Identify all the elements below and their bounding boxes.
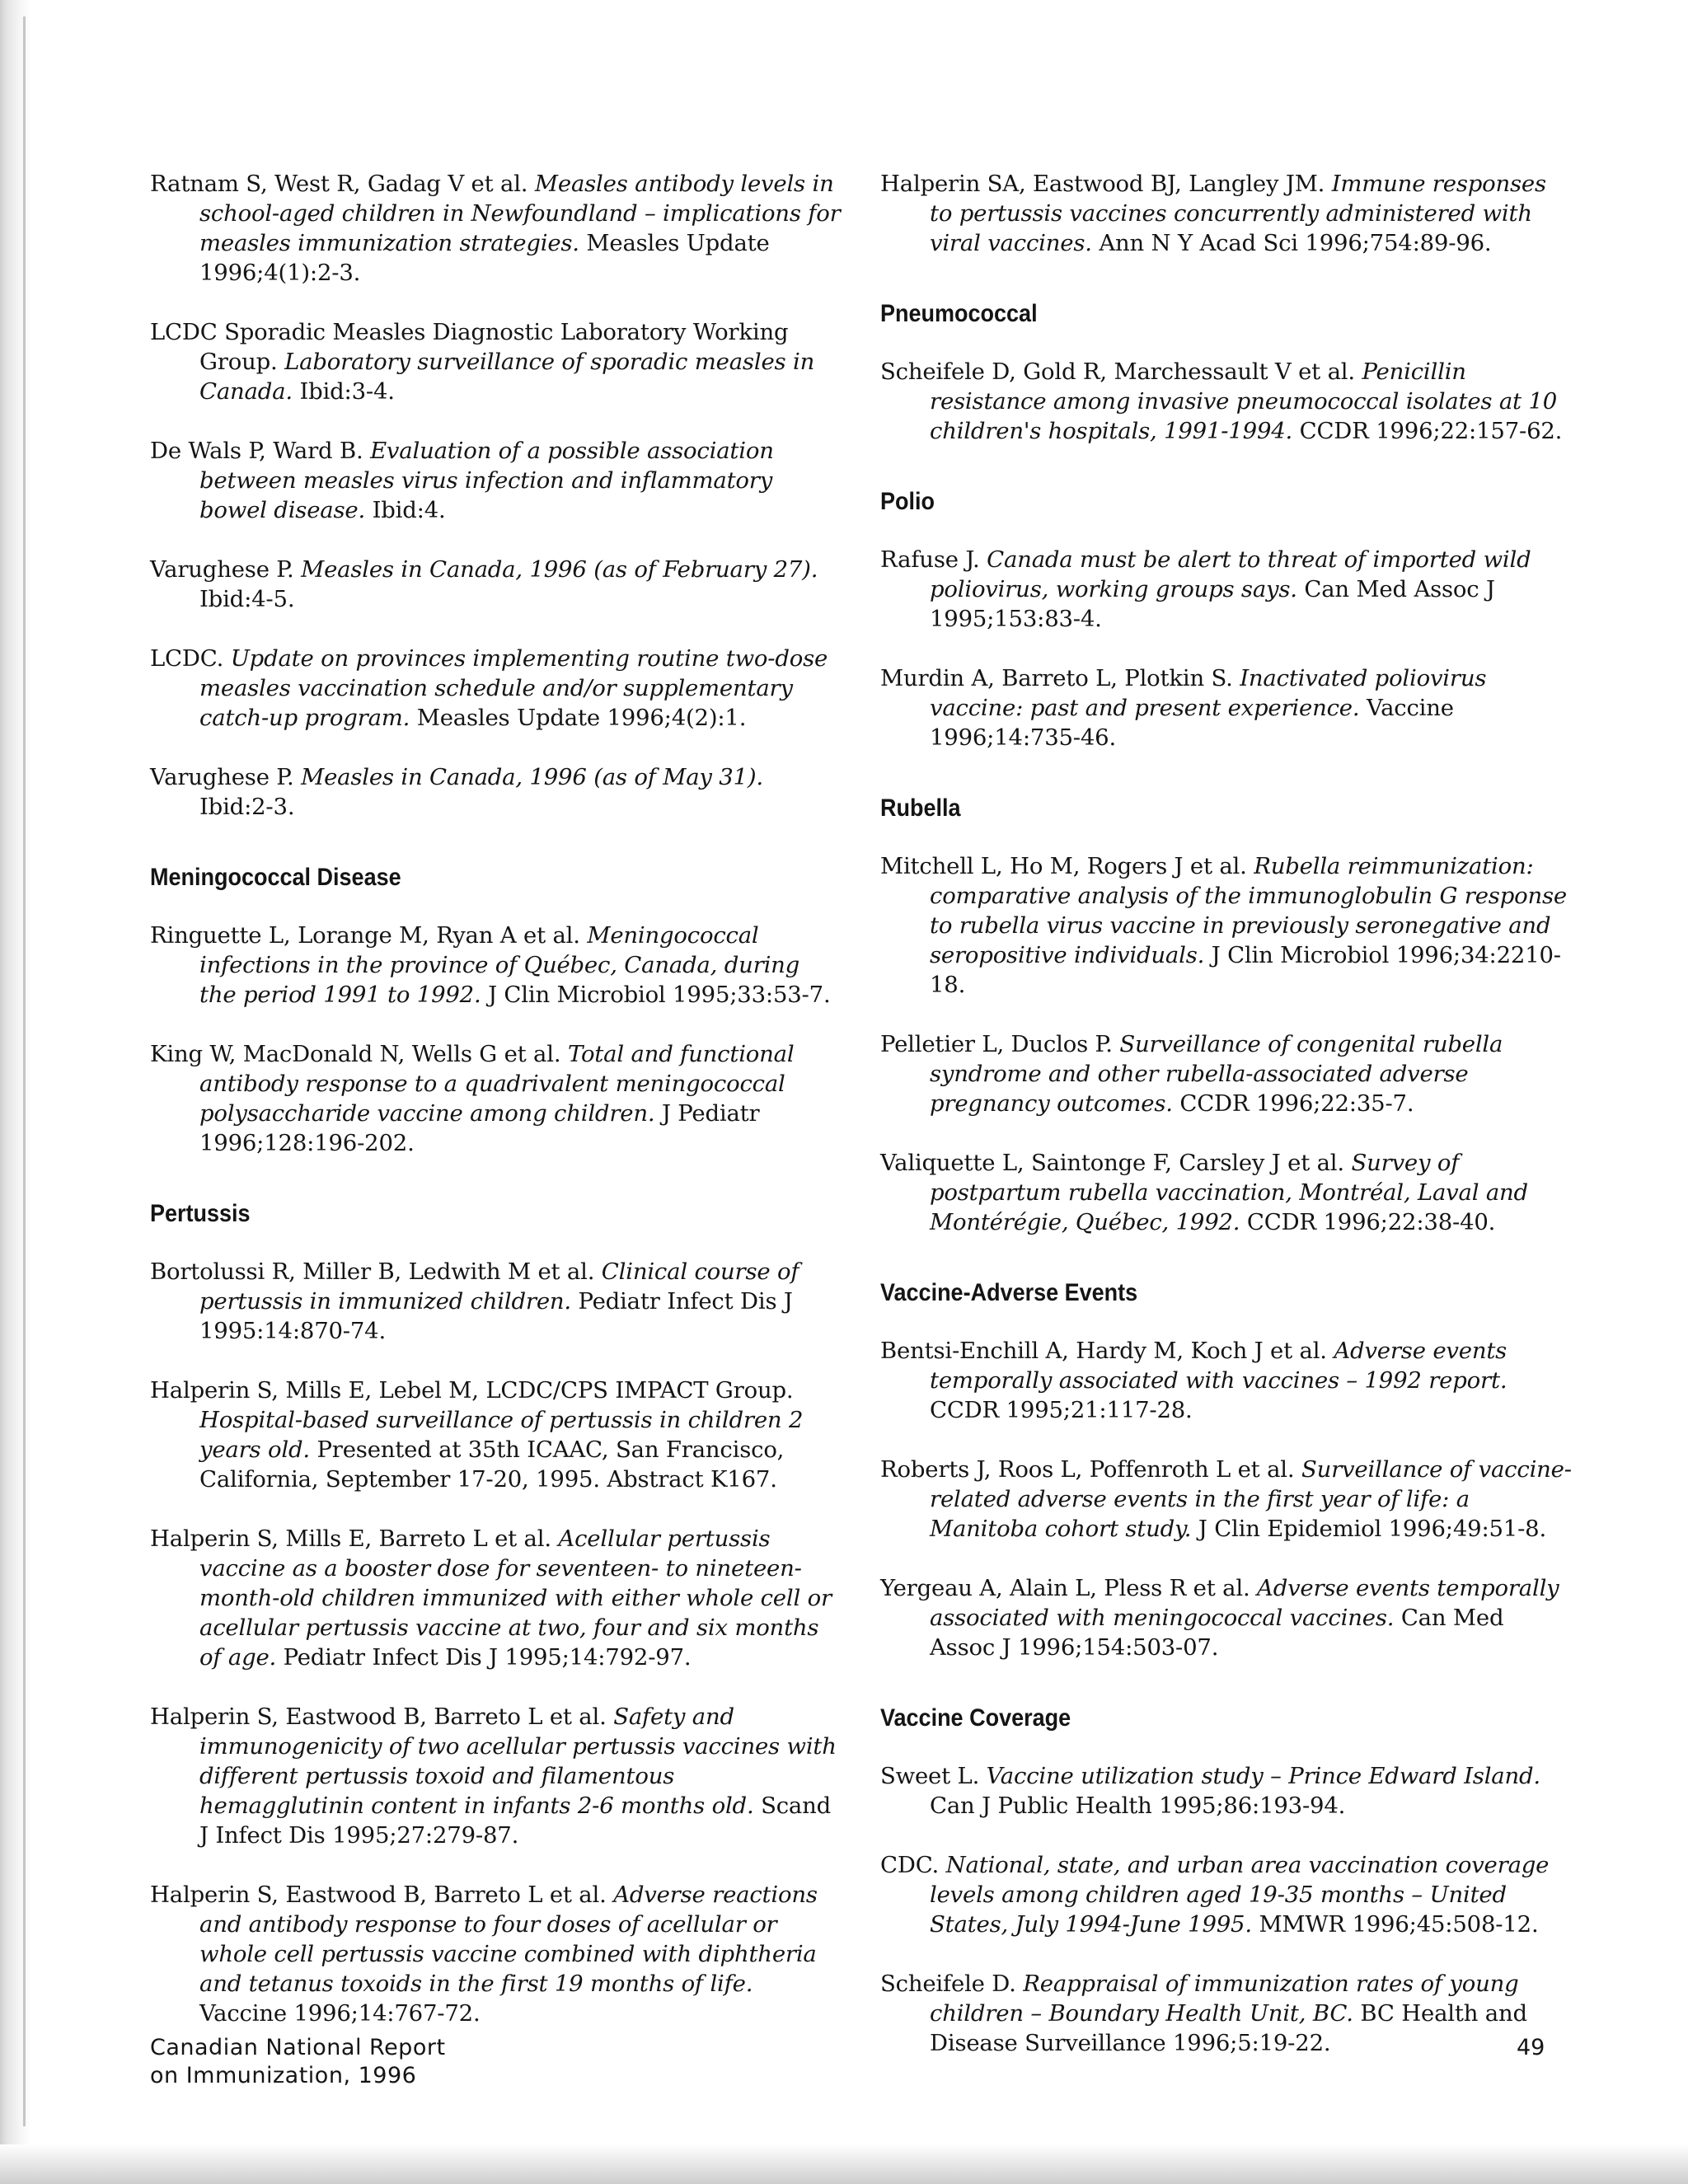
reference-source: J Clin Microbiol 1996;34:2210-18. <box>930 942 1561 998</box>
reference-authors: Yergeau A, Alain L, Pless R et al. <box>880 1575 1250 1601</box>
section-heading-pertussis: Pertussis <box>150 1200 251 1227</box>
reference-authors: LCDC. <box>150 645 224 672</box>
reference-authors: CDC. <box>880 1852 940 1878</box>
reference-entry <box>880 169 1573 258</box>
reference-entry <box>880 545 1573 634</box>
section-heading-pneumococcal: Pneumococcal <box>880 300 1038 327</box>
reference-authors: Ringuette L, Lorange M, Ryan A et al. <box>150 922 580 949</box>
reference-title: National, state, and urban area vaccination coverage levels among children aged 19-35 months – United States, July 1994-June 1995. <box>930 1852 1550 1938</box>
section-heading-polio: Polio <box>880 488 935 515</box>
reference-authors: Scheifele D. <box>880 1971 1016 1997</box>
reference-entry <box>880 851 1573 1000</box>
footer-report-title <box>150 2034 446 2090</box>
reference-source: Can Med Assoc J 1995;153:83-4. <box>930 576 1495 632</box>
reference-source: CCDR 1996;22:157-62. <box>1299 418 1563 444</box>
reference-group <box>880 545 1573 752</box>
section-heading-vaccine-adverse-events: Vaccine-Adverse Events <box>880 1279 1138 1306</box>
reference-entry <box>150 1524 842 1672</box>
reference-authors: Varughese P. <box>150 556 294 583</box>
section-heading-meningococcal: Meningococcal Disease <box>150 864 401 891</box>
reference-source: Ann N Y Acad Sci 1996;754:89-96. <box>1099 230 1492 256</box>
reference-authors: Scheifele D, Gold R, Marchessault V et al. <box>880 359 1355 385</box>
reference-source: Ibid:3-4. <box>299 378 395 405</box>
reference-entry <box>880 1029 1573 1118</box>
reference-entry <box>880 1850 1573 1939</box>
reference-source: Measles Update 1996;4(1):2-3. <box>199 230 770 286</box>
reference-group <box>880 851 1573 1237</box>
reference-source: Measles Update 1996;4(2):1. <box>416 705 747 731</box>
page-number: 49 <box>1517 2035 1545 2060</box>
reference-authors: Roberts J, Roos L, Poffenroth L et al. <box>880 1456 1295 1483</box>
reference-title: Surveillance of vaccine-related adverse events in the first year of life: a Manitoba cohort study. <box>930 1456 1572 1542</box>
reference-source: Ibid:4. <box>372 497 446 523</box>
footer-report-title-line-2: on Immunization, 1996 <box>150 2063 417 2088</box>
reference-entry <box>150 1257 842 1346</box>
reference-title: Canada must be alert to threat of imported wild poliovirus, working groups says. <box>930 546 1531 602</box>
reference-entry <box>150 921 842 1010</box>
reference-authors: Rafuse J. <box>880 546 980 573</box>
reference-authors: De Wals P, Ward B. <box>150 438 363 464</box>
reference-title: Meningococcal infections in the province of Québec, Canada, during the period 1991 to 1992. <box>199 922 800 1008</box>
reference-source: Presented at 35th ICAAC, San Francisco, California, September 17-20, 1995. Abstract K167. <box>199 1436 785 1493</box>
reference-entry <box>880 1455 1573 1544</box>
reference-source: Scand J Infect Dis 1995;27:279-87. <box>199 1793 832 1849</box>
reference-entry <box>150 1039 842 1158</box>
reference-group <box>880 1761 1573 2058</box>
reference-entry <box>150 644 842 733</box>
reference-source: CCDR 1995;21:117-28. <box>930 1397 1193 1423</box>
reference-title: Hospital-based surveillance of pertussis in children 2 years old. <box>199 1407 804 1463</box>
reference-title: Adverse events temporally associated with vaccines – 1992 report. <box>930 1338 1507 1394</box>
reference-title: Adverse reactions and antibody response to four doses of acellular or whole cell pertussis vaccine combined with diphtheria and tetanus toxoids in the first 19 months of life. <box>199 1882 818 1997</box>
reference-source: J Clin Microbiol 1995;33:53-7. <box>488 982 831 1008</box>
reference-authors: Bentsi-Enchill A, Hardy M, Koch J et al. <box>880 1338 1327 1364</box>
reference-title: Survey of postpartum rubella vaccination, Montréal, Laval and Montérégie, Québec, 1992. <box>930 1150 1528 1235</box>
reference-title: Measles antibody levels in school-aged children in Newfoundland – implications for measles immunization strategies. <box>199 171 841 256</box>
reference-authors: Valiquette L, Saintonge F, Carsley J et al. <box>880 1150 1344 1176</box>
reference-group <box>150 921 842 1158</box>
reference-authors: Murdin A, Barreto L, Plotkin S. <box>880 665 1233 691</box>
reference-entry <box>150 555 842 614</box>
reference-title: Surveillance of congenital rubella syndrome and other rubella-associated adverse pregnancy outcomes. <box>930 1031 1503 1117</box>
reference-entry <box>150 1376 842 1494</box>
reference-title: Measles in Canada, 1996 (as of February 27). <box>301 556 818 583</box>
reference-title: Inactivated poliovirus vaccine: past and present experience. <box>930 665 1487 721</box>
section-heading-rubella: Rubella <box>880 794 961 822</box>
footer-report-title-line-1: Canadian National Report <box>150 2035 446 2060</box>
section-heading-vaccine-coverage: Vaccine Coverage <box>880 1704 1071 1732</box>
reference-title: Immune responses to pertussis vaccines concurrently administered with viral vaccines. <box>930 171 1546 256</box>
reference-source: Ibid:2-3. <box>199 794 295 820</box>
reference-entry <box>880 1148 1573 1237</box>
reference-source: Can Med Assoc J 1996;154:503-07. <box>930 1605 1504 1661</box>
reference-authors: LCDC Sporadic Measles Diagnostic Laboratory Working Group. <box>150 319 789 375</box>
reference-authors: Bortolussi R, Miller B, Ledwith M et al. <box>150 1258 595 1285</box>
reference-source: Vaccine 1996;14:735-46. <box>930 695 1454 751</box>
reference-entry <box>880 1573 1573 1662</box>
reference-source: Vaccine 1996;14:767-72. <box>199 2000 481 2027</box>
reference-source: J Clin Epidemiol 1996;49:51-8. <box>1198 1516 1547 1542</box>
reference-source: CCDR 1996;22:38-40. <box>1246 1209 1496 1235</box>
reference-authors: King W, MacDonald N, Wells G et al. <box>150 1041 561 1067</box>
reference-authors: Mitchell L, Ho M, Rogers J et al. <box>880 853 1247 879</box>
reference-source: BC Health and Disease Surveillance 1996;5:19-22. <box>930 2000 1527 2056</box>
left-column <box>150 169 842 2058</box>
reference-authors: Sweet L. <box>880 1763 980 1789</box>
reference-title: Reappraisal of immunization rates of young children – Boundary Health Unit, BC. <box>930 1971 1519 2027</box>
reference-group <box>880 357 1573 446</box>
reference-title: Total and functional antibody response to a quadrivalent meningococcal polysaccharide vaccine among children. <box>199 1041 795 1127</box>
right-column <box>880 169 1573 2088</box>
reference-entry <box>150 762 842 822</box>
reference-entry <box>880 1969 1573 2058</box>
reference-title: Adverse events temporally associated with meningococcal vaccines. <box>930 1575 1559 1631</box>
reference-source: MMWR 1996;45:508-12. <box>1259 1911 1539 1938</box>
reference-source: J Pediatr 1996;128:196-202. <box>199 1100 760 1156</box>
reference-group <box>880 169 1573 258</box>
reference-entry <box>150 436 842 525</box>
reference-title: Safety and immunogenicity of two acellular pertussis vaccines with different pertussis toxoid and filamentous hemagglutinin content in infants 2-6 months old. <box>199 1704 837 1819</box>
scan-shadow-left <box>0 0 31 2184</box>
reference-source: Pediatr Infect Dis J 1995:14:870-74. <box>199 1288 793 1344</box>
reference-title: Laboratory surveillance of sporadic measles in Canada. <box>199 349 815 405</box>
reference-title: Clinical course of pertussis in immunized children. <box>199 1258 799 1315</box>
reference-group <box>150 1257 842 2028</box>
reference-title: Vaccine utilization study – Prince Edward Island. <box>986 1763 1540 1789</box>
reference-source: CCDR 1996;22:35-7. <box>1179 1090 1414 1117</box>
reference-authors: Halperin S, Eastwood B, Barreto L et al. <box>150 1882 607 1908</box>
reference-group <box>880 1336 1573 1662</box>
reference-title: Update on provinces implementing routine two-dose measles vaccination schedule and/or supplementary catch-up program. <box>199 645 828 731</box>
reference-authors: Halperin SA, Eastwood BJ, Langley JM. <box>880 171 1325 197</box>
reference-title: Acellular pertussis vaccine as a booster dose for seventeen- to nineteen-month-old children immunized with either whole cell or acellular pertussis vaccine at two, four and six months of age. <box>199 1526 832 1671</box>
reference-entry <box>150 1702 842 1850</box>
reference-entry <box>150 317 842 406</box>
scan-shadow-bottom <box>0 2144 1688 2184</box>
reference-authors: Halperin S, Eastwood B, Barreto L et al. <box>150 1704 607 1730</box>
reference-authors: Pelletier L, Duclos P. <box>880 1031 1113 1057</box>
reference-title: Evaluation of a possible association between measles virus infection and inflammatory bowel disease. <box>199 438 774 523</box>
reference-authors: Ratnam S, West R, Gadag V et al. <box>150 171 528 197</box>
reference-source: Can J Public Health 1995;86:193-94. <box>930 1793 1346 1819</box>
scan-binding-line <box>23 16 26 2126</box>
reference-entry <box>880 1761 1573 1821</box>
reference-source: Ibid:4-5. <box>199 586 295 612</box>
reference-entry <box>150 169 842 288</box>
reference-authors: Varughese P. <box>150 764 294 790</box>
reference-entry <box>880 663 1573 752</box>
reference-entry <box>150 1880 842 2028</box>
reference-group <box>150 169 842 822</box>
reference-title: Penicillin resistance among invasive pneumococcal isolates at 10 children's hospitals, 1991-1994. <box>930 359 1558 444</box>
reference-entry <box>880 357 1573 446</box>
reference-authors: Halperin S, Mills E, Barreto L et al. <box>150 1526 551 1552</box>
reference-source: Pediatr Infect Dis J 1995;14:792-97. <box>283 1644 692 1671</box>
reference-title: Measles in Canada, 1996 (as of May 31). <box>301 764 763 790</box>
reference-title: Rubella reimmunization: comparative analysis of the immunoglobulin G response to rubella virus vaccine in previously seronegative and seropositive individuals. <box>930 853 1567 968</box>
reference-entry <box>880 1336 1573 1425</box>
reference-authors: Halperin S, Mills E, Lebel M, LCDC/CPS IMPACT Group. <box>150 1377 794 1404</box>
